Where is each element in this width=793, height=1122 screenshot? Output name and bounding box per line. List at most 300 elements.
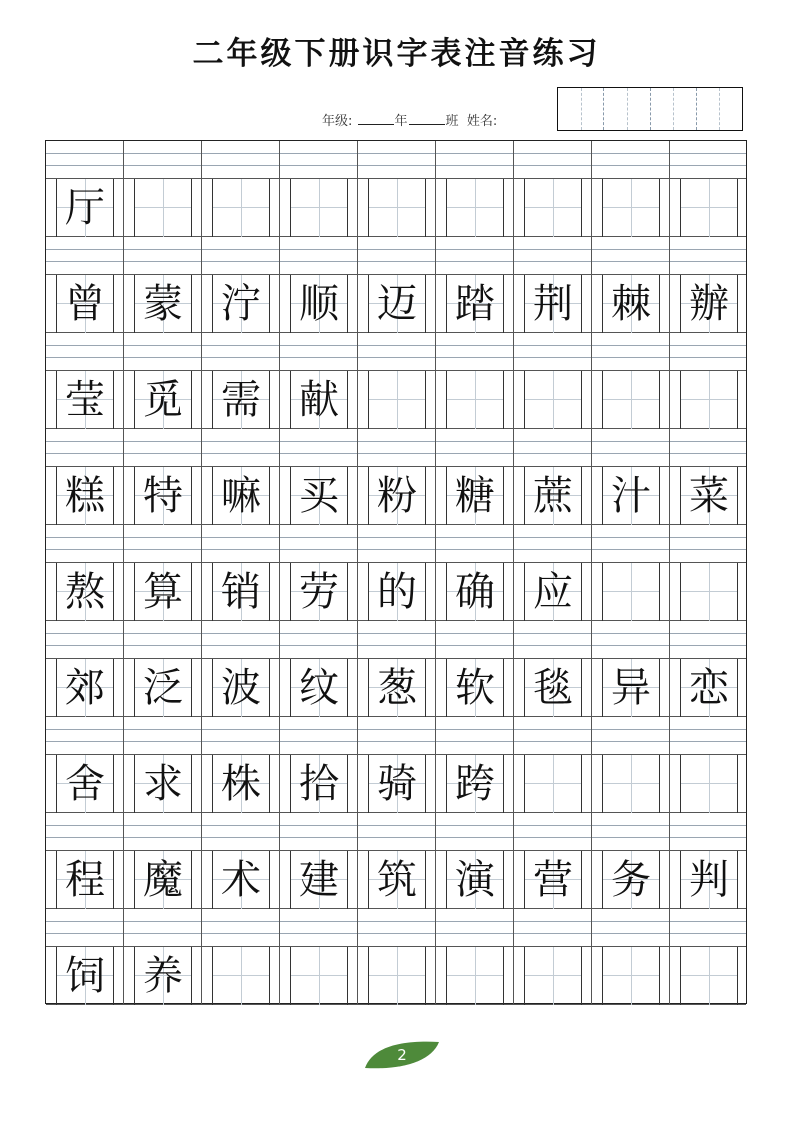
cell-margin	[46, 947, 56, 1005]
cell-margin	[436, 851, 446, 909]
cell-margin	[192, 851, 202, 909]
pinyin-cell[interactable]	[670, 141, 746, 179]
cell-margin	[202, 275, 212, 333]
pinyin-cell[interactable]	[124, 717, 202, 755]
character-cell	[514, 563, 592, 621]
hanzi-character: 辦	[689, 281, 729, 327]
pinyin-cell[interactable]	[358, 237, 436, 275]
pinyin-cell[interactable]	[46, 333, 124, 371]
character-cell	[124, 851, 202, 909]
tian-grid-box[interactable]	[524, 851, 582, 909]
pinyin-cell[interactable]	[514, 333, 592, 371]
tian-grid-box[interactable]	[134, 371, 192, 429]
cell-margin	[660, 275, 670, 333]
pinyin-cell[interactable]	[358, 621, 436, 659]
character-cell	[202, 947, 280, 1005]
character-row	[46, 755, 746, 813]
cell-margin	[124, 659, 134, 717]
cell-margin	[202, 659, 212, 717]
character-cell	[436, 179, 514, 237]
pinyin-cell[interactable]	[592, 621, 670, 659]
name-cell[interactable]	[603, 88, 649, 130]
tian-grid-box[interactable]	[680, 275, 738, 333]
pinyin-cell[interactable]	[670, 909, 746, 947]
pinyin-cell[interactable]	[436, 237, 514, 275]
tian-grid-box[interactable]	[290, 371, 348, 429]
hanzi-character: 荆	[533, 281, 573, 327]
cell-margin	[280, 275, 290, 333]
pinyin-cell[interactable]	[514, 909, 592, 947]
hanzi-character: 演	[455, 857, 495, 903]
cell-margin	[582, 467, 592, 525]
character-cell	[670, 467, 746, 525]
tian-grid-box[interactable]	[368, 563, 426, 621]
pinyin-cell[interactable]	[280, 141, 358, 179]
cell-margin	[592, 659, 602, 717]
cell-margin	[202, 947, 212, 1005]
cell-margin	[582, 659, 592, 717]
pinyin-cell[interactable]	[670, 621, 746, 659]
cell-margin	[202, 179, 212, 237]
hanzi-character: 纹	[299, 665, 339, 711]
pinyin-cell[interactable]	[436, 717, 514, 755]
pinyin-cell[interactable]	[202, 141, 280, 179]
pinyin-cell[interactable]	[670, 333, 746, 371]
hanzi-character: 顺	[299, 281, 339, 327]
cell-margin	[280, 563, 290, 621]
tian-grid-box[interactable]	[524, 947, 582, 1005]
pinyin-cell[interactable]	[514, 237, 592, 275]
cell-margin	[348, 563, 358, 621]
tian-grid-box[interactable]	[134, 659, 192, 717]
pinyin-cell[interactable]	[670, 429, 746, 467]
tian-grid-box[interactable]	[680, 851, 738, 909]
character-cell	[514, 275, 592, 333]
cell-margin	[660, 851, 670, 909]
tian-grid-box[interactable]	[56, 947, 114, 1005]
hanzi-character: 汁	[611, 473, 651, 519]
tian-grid-box[interactable]	[524, 179, 582, 237]
pinyin-cell[interactable]	[358, 333, 436, 371]
character-cell	[124, 755, 202, 813]
pinyin-cell[interactable]	[592, 429, 670, 467]
pinyin-cell[interactable]	[280, 909, 358, 947]
tian-grid-box[interactable]	[602, 851, 660, 909]
pinyin-cell[interactable]	[124, 429, 202, 467]
hanzi-character	[525, 179, 581, 237]
cell-margin	[46, 851, 56, 909]
cell-margin	[46, 179, 56, 237]
tian-grid-box[interactable]	[290, 275, 348, 333]
pinyin-cell[interactable]	[358, 429, 436, 467]
pinyin-cell[interactable]	[202, 717, 280, 755]
pinyin-cell[interactable]	[124, 333, 202, 371]
cell-margin	[46, 563, 56, 621]
tian-grid-box[interactable]	[56, 467, 114, 525]
tian-grid-box[interactable]	[368, 947, 426, 1005]
cell-margin	[348, 467, 358, 525]
pinyin-row	[46, 909, 746, 947]
hanzi-character: 糕	[65, 473, 105, 519]
tian-grid-box[interactable]	[290, 179, 348, 237]
cell-margin	[202, 563, 212, 621]
pinyin-cell[interactable]	[280, 525, 358, 563]
character-cell	[124, 467, 202, 525]
hanzi-character: 求	[143, 761, 183, 807]
pinyin-cell[interactable]	[358, 909, 436, 947]
pinyin-cell[interactable]	[436, 909, 514, 947]
pinyin-cell[interactable]	[436, 333, 514, 371]
tian-grid-box[interactable]	[524, 659, 582, 717]
character-cell	[436, 659, 514, 717]
pinyin-cell[interactable]	[124, 141, 202, 179]
cell-margin	[348, 755, 358, 813]
tian-grid-box[interactable]	[446, 851, 504, 909]
character-cell	[124, 659, 202, 717]
pinyin-cell[interactable]	[280, 429, 358, 467]
cell-margin	[670, 755, 680, 813]
cell-margin	[504, 467, 514, 525]
pinyin-cell[interactable]	[592, 813, 670, 851]
cell-margin	[358, 947, 368, 1005]
cell-margin	[514, 563, 524, 621]
pinyin-cell[interactable]	[436, 525, 514, 563]
pinyin-cell[interactable]	[514, 717, 592, 755]
character-cell	[670, 755, 746, 813]
character-cell	[358, 563, 436, 621]
character-row	[46, 467, 746, 525]
tian-grid-box[interactable]	[680, 947, 738, 1005]
tian-grid-box[interactable]	[56, 755, 114, 813]
name-cell[interactable]	[650, 88, 696, 130]
year-label: 年	[394, 114, 408, 129]
pinyin-cell[interactable]	[670, 717, 746, 755]
tian-grid-box[interactable]	[368, 851, 426, 909]
pinyin-cell[interactable]	[280, 813, 358, 851]
tian-grid-box[interactable]	[680, 467, 738, 525]
pinyin-cell[interactable]	[592, 525, 670, 563]
tian-grid-box[interactable]	[134, 755, 192, 813]
character-cell	[670, 179, 746, 237]
tian-grid-box[interactable]	[446, 467, 504, 525]
pinyin-row	[46, 813, 746, 851]
tian-grid-box[interactable]	[446, 563, 504, 621]
tian-grid-box[interactable]	[290, 467, 348, 525]
cell-margin	[436, 659, 446, 717]
cell-margin	[280, 947, 290, 1005]
cell-margin	[280, 755, 290, 813]
tian-grid-box[interactable]	[602, 947, 660, 1005]
character-cell	[592, 371, 670, 429]
cell-margin	[270, 179, 280, 237]
hanzi-character: 棘	[611, 281, 651, 327]
character-cell	[436, 467, 514, 525]
pinyin-cell[interactable]	[46, 429, 124, 467]
cell-margin	[270, 371, 280, 429]
cell-margin	[124, 563, 134, 621]
tian-grid-box[interactable]	[368, 659, 426, 717]
cell-margin	[280, 179, 290, 237]
tian-grid-box[interactable]	[524, 467, 582, 525]
hanzi-character: 葱	[377, 665, 417, 711]
pinyin-cell[interactable]	[46, 813, 124, 851]
hanzi-character: 舍	[65, 761, 105, 807]
pinyin-cell[interactable]	[436, 141, 514, 179]
hanzi-character: 厅	[65, 185, 105, 231]
pinyin-cell[interactable]	[670, 813, 746, 851]
pinyin-cell[interactable]	[592, 141, 670, 179]
pinyin-cell[interactable]	[514, 429, 592, 467]
hanzi-character: 泞	[221, 281, 261, 327]
tian-grid-box[interactable]	[290, 947, 348, 1005]
tian-grid-box[interactable]	[134, 851, 192, 909]
pinyin-cell[interactable]	[280, 333, 358, 371]
hanzi-character	[213, 179, 269, 237]
cell-margin	[514, 371, 524, 429]
tian-grid-box[interactable]	[680, 659, 738, 717]
name-label: 姓名:	[466, 114, 498, 129]
pinyin-cell[interactable]	[46, 525, 124, 563]
pinyin-cell[interactable]	[46, 237, 124, 275]
cell-margin	[358, 563, 368, 621]
pinyin-cell[interactable]	[592, 237, 670, 275]
tian-grid-box[interactable]	[134, 275, 192, 333]
tian-grid-box[interactable]	[602, 275, 660, 333]
tian-grid-box[interactable]	[524, 275, 582, 333]
pinyin-cell[interactable]	[46, 909, 124, 947]
cell-margin	[738, 275, 746, 333]
cell-margin	[270, 659, 280, 717]
tian-grid-box[interactable]	[524, 563, 582, 621]
tian-grid-box[interactable]	[446, 371, 504, 429]
grade-blank[interactable]	[358, 112, 394, 125]
character-cell	[592, 467, 670, 525]
hanzi-character: 务	[611, 857, 651, 903]
pinyin-cell[interactable]	[202, 333, 280, 371]
cell-margin	[738, 563, 746, 621]
tian-grid-box[interactable]	[56, 851, 114, 909]
tian-grid-box[interactable]	[602, 179, 660, 237]
hanzi-character: 应	[533, 569, 573, 615]
character-row	[46, 371, 746, 429]
cell-margin	[514, 659, 524, 717]
pinyin-cell[interactable]	[280, 237, 358, 275]
name-cell[interactable]	[696, 88, 742, 130]
pinyin-cell[interactable]	[202, 525, 280, 563]
tian-grid-box[interactable]	[290, 659, 348, 717]
pinyin-cell[interactable]	[280, 621, 358, 659]
tian-grid-box[interactable]	[602, 755, 660, 813]
cell-margin	[582, 275, 592, 333]
tian-grid-box[interactable]	[680, 179, 738, 237]
cell-margin	[280, 371, 290, 429]
hanzi-character	[447, 947, 503, 1005]
pinyin-cell[interactable]	[202, 621, 280, 659]
pinyin-cell[interactable]	[124, 813, 202, 851]
tian-grid-box[interactable]	[524, 755, 582, 813]
tian-grid-box[interactable]	[368, 467, 426, 525]
tian-grid-box[interactable]	[602, 659, 660, 717]
tian-grid-box[interactable]	[602, 371, 660, 429]
tian-grid-box[interactable]	[446, 179, 504, 237]
cell-margin	[504, 563, 514, 621]
pinyin-cell[interactable]	[202, 237, 280, 275]
cell-margin	[270, 467, 280, 525]
tian-grid-box[interactable]	[290, 563, 348, 621]
pinyin-cell[interactable]	[46, 717, 124, 755]
pinyin-cell[interactable]	[358, 525, 436, 563]
cell-margin	[426, 275, 436, 333]
cell-margin	[504, 179, 514, 237]
cell-margin	[514, 755, 524, 813]
pinyin-cell[interactable]	[46, 141, 124, 179]
cell-margin	[192, 755, 202, 813]
tian-grid-box[interactable]	[290, 755, 348, 813]
tian-grid-box[interactable]	[680, 563, 738, 621]
cell-margin	[670, 275, 680, 333]
class-blank[interactable]	[409, 112, 445, 125]
pinyin-cell[interactable]	[358, 813, 436, 851]
cell-margin	[270, 275, 280, 333]
pinyin-cell[interactable]	[592, 717, 670, 755]
character-cell	[202, 371, 280, 429]
tian-grid-box[interactable]	[134, 947, 192, 1005]
pinyin-cell[interactable]	[202, 429, 280, 467]
cell-margin	[426, 851, 436, 909]
name-writing-box[interactable]	[557, 87, 743, 131]
tian-grid-box[interactable]	[212, 371, 270, 429]
cell-margin	[270, 755, 280, 813]
tian-grid-box[interactable]	[368, 755, 426, 813]
character-cell	[124, 947, 202, 1005]
tian-grid-box[interactable]	[602, 467, 660, 525]
character-cell	[46, 275, 124, 333]
page-title: 二年级下册识字表注音练习	[192, 36, 601, 72]
cell-margin	[738, 467, 746, 525]
character-cell	[514, 947, 592, 1005]
pinyin-cell[interactable]	[670, 237, 746, 275]
tian-grid-box[interactable]	[680, 371, 738, 429]
tian-grid-box[interactable]	[56, 563, 114, 621]
character-cell	[46, 947, 124, 1005]
cell-margin	[46, 659, 56, 717]
tian-grid-box[interactable]	[212, 947, 270, 1005]
character-cell	[436, 947, 514, 1005]
tian-grid-box[interactable]	[446, 659, 504, 717]
tian-grid-box[interactable]	[212, 179, 270, 237]
cell-margin	[358, 371, 368, 429]
pinyin-cell[interactable]	[592, 333, 670, 371]
tian-grid-box[interactable]	[212, 275, 270, 333]
tian-grid-box[interactable]	[212, 659, 270, 717]
tian-grid-box[interactable]	[134, 563, 192, 621]
cell-margin	[582, 371, 592, 429]
character-cell	[592, 755, 670, 813]
hanzi-character: 嘛	[221, 473, 261, 519]
cell-margin	[592, 755, 602, 813]
tian-grid-box[interactable]	[56, 659, 114, 717]
tian-grid-box[interactable]	[56, 275, 114, 333]
character-cell	[436, 563, 514, 621]
tian-grid-box[interactable]	[602, 563, 660, 621]
hanzi-character: 觅	[143, 377, 183, 423]
cell-margin	[358, 755, 368, 813]
cell-margin	[114, 851, 124, 909]
cell-margin	[348, 179, 358, 237]
cell-margin	[592, 467, 602, 525]
hanzi-character: 献	[299, 377, 339, 423]
pinyin-cell[interactable]	[124, 237, 202, 275]
pinyin-cell[interactable]	[202, 813, 280, 851]
cell-margin	[124, 179, 134, 237]
cell-margin	[358, 467, 368, 525]
pinyin-cell[interactable]	[514, 525, 592, 563]
tian-grid-box[interactable]	[368, 371, 426, 429]
tian-grid-box[interactable]	[134, 467, 192, 525]
cell-margin	[670, 851, 680, 909]
pinyin-cell[interactable]	[358, 141, 436, 179]
tian-grid-box[interactable]	[134, 179, 192, 237]
tian-grid-box[interactable]	[446, 275, 504, 333]
character-cell	[592, 947, 670, 1005]
pinyin-cell[interactable]	[124, 621, 202, 659]
tian-grid-box[interactable]	[212, 851, 270, 909]
name-cell[interactable]	[558, 88, 603, 130]
cell-margin	[46, 467, 56, 525]
tian-grid-box[interactable]	[290, 851, 348, 909]
hanzi-character: 买	[299, 473, 339, 519]
tian-grid-box[interactable]	[368, 275, 426, 333]
cell-margin	[426, 179, 436, 237]
tian-grid-box[interactable]	[524, 371, 582, 429]
pinyin-cell[interactable]	[202, 909, 280, 947]
pinyin-cell[interactable]	[514, 141, 592, 179]
cell-margin	[46, 371, 56, 429]
hanzi-character: 恋	[689, 665, 729, 711]
tian-grid-box[interactable]	[212, 563, 270, 621]
tian-grid-box[interactable]	[212, 467, 270, 525]
page-number: 2	[397, 1046, 407, 1064]
cell-margin	[660, 371, 670, 429]
pinyin-cell[interactable]	[514, 813, 592, 851]
pinyin-cell[interactable]	[592, 909, 670, 947]
pinyin-cell[interactable]	[46, 621, 124, 659]
pinyin-cell[interactable]	[514, 621, 592, 659]
pinyin-cell[interactable]	[436, 621, 514, 659]
pinyin-cell[interactable]	[124, 909, 202, 947]
tian-grid-box[interactable]	[56, 179, 114, 237]
pinyin-cell[interactable]	[358, 717, 436, 755]
pinyin-cell[interactable]	[670, 525, 746, 563]
tian-grid-box[interactable]	[446, 947, 504, 1005]
hanzi-character: 波	[221, 665, 261, 711]
cell-margin	[124, 275, 134, 333]
character-cell	[280, 947, 358, 1005]
tian-grid-box[interactable]	[212, 755, 270, 813]
pinyin-cell[interactable]	[124, 525, 202, 563]
cell-margin	[514, 851, 524, 909]
character-cell	[358, 467, 436, 525]
pinyin-cell[interactable]	[436, 813, 514, 851]
cell-margin	[660, 755, 670, 813]
tian-grid-box[interactable]	[446, 755, 504, 813]
pinyin-cell[interactable]	[280, 717, 358, 755]
tian-grid-box[interactable]	[680, 755, 738, 813]
tian-grid-box[interactable]	[56, 371, 114, 429]
tian-grid-box[interactable]	[368, 179, 426, 237]
pinyin-cell[interactable]	[436, 429, 514, 467]
cell-margin	[514, 275, 524, 333]
